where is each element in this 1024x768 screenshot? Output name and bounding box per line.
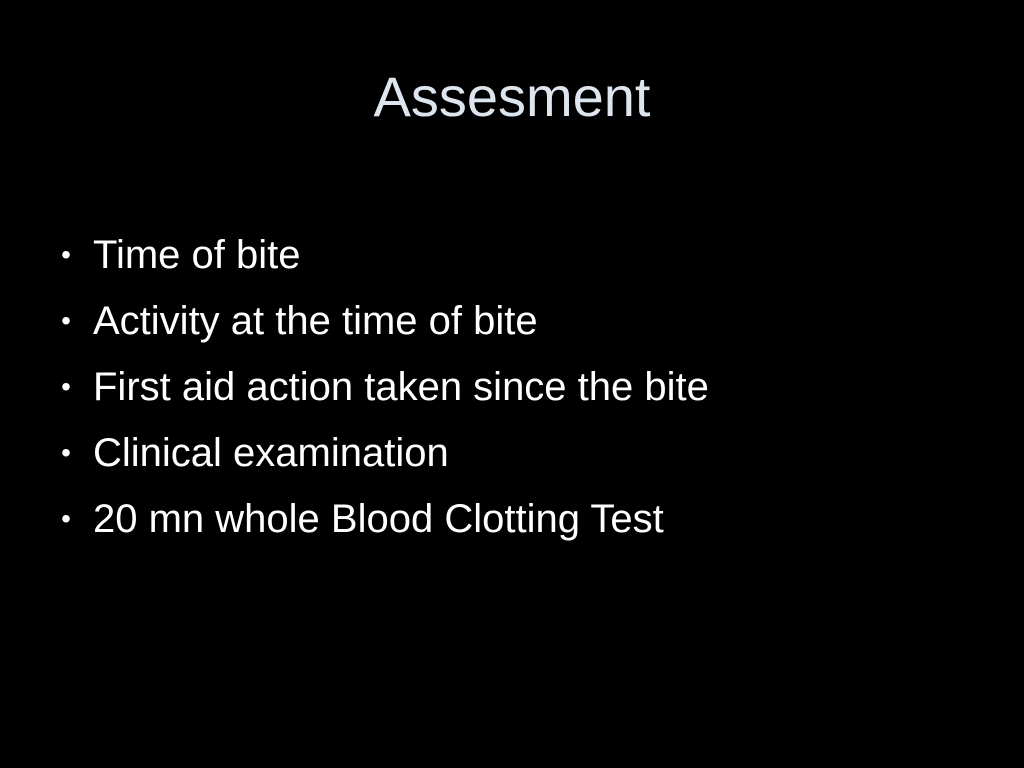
bullet-text: Activity at the time of bite: [93, 299, 538, 343]
bullet-icon: •: [61, 437, 71, 468]
bullet-icon: •: [61, 239, 71, 270]
bullet-icon: •: [61, 305, 71, 336]
bullet-text: 20 mn whole Blood Clotting Test: [93, 497, 664, 541]
bullet-icon: •: [61, 371, 71, 402]
bullet-icon: •: [61, 503, 71, 534]
bullet-text: First aid action taken since the bite: [93, 365, 709, 409]
slide-title: Assesment: [373, 65, 651, 128]
bullet-text: Time of bite: [93, 233, 301, 277]
bullet-text: Clinical examination: [93, 431, 449, 475]
